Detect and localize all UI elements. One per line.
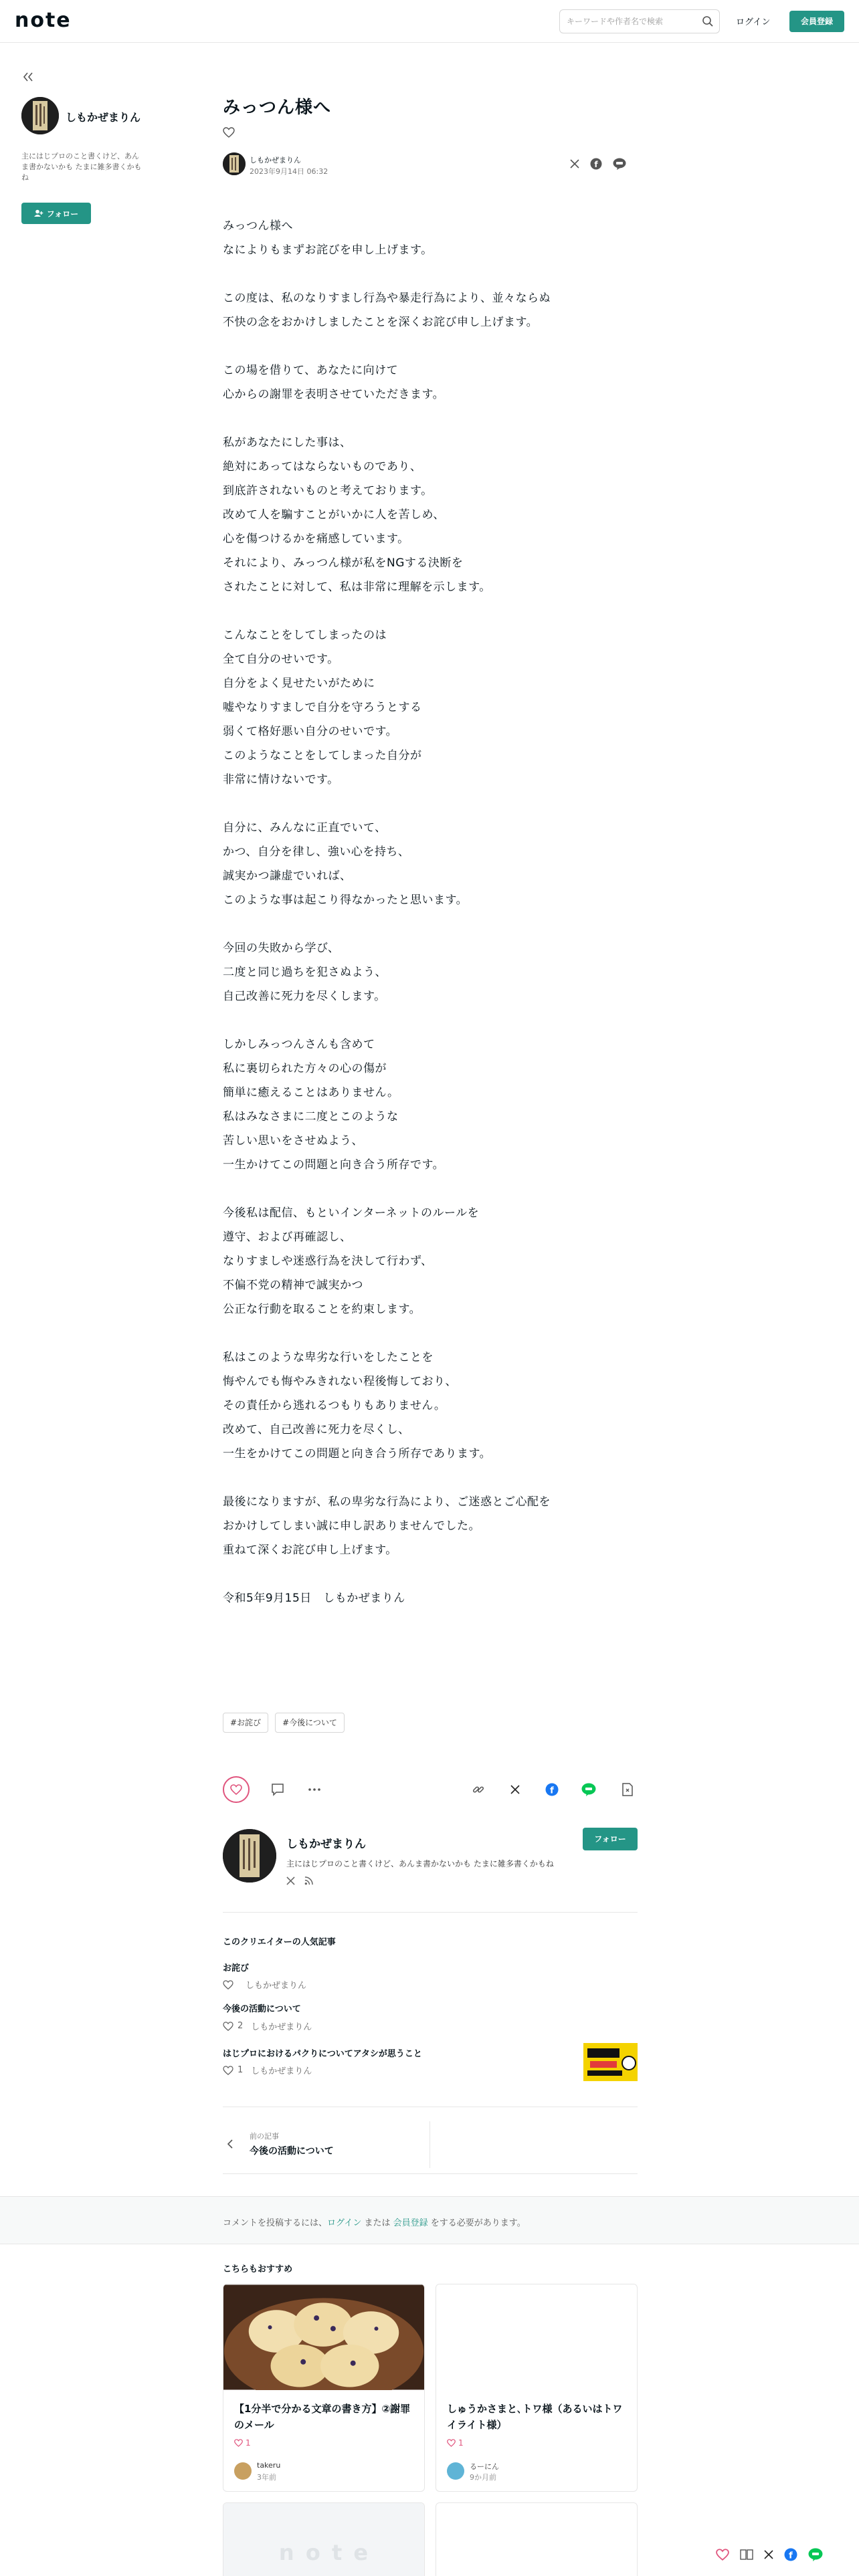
creator-social-links (286, 1876, 313, 1885)
article-line: 私があなたにした事は、 (223, 436, 352, 449)
author-avatar[interactable] (21, 97, 59, 134)
divider (223, 1912, 638, 1913)
recommend-author-avatar[interactable] (447, 2462, 464, 2480)
article-line: こんなことをしてしまったのは (223, 629, 387, 642)
search-icon[interactable] (702, 15, 714, 27)
creator-avatar[interactable] (223, 1829, 276, 1883)
article-author-name[interactable]: しもかぜまりん (250, 156, 301, 165)
article-line: おかけしてしまい誠に申し訳ありませんでした。 (223, 1519, 480, 1533)
article-line: 今回の失敗から学び、 (223, 942, 340, 955)
sidebar-author-bio: 主にはじプロのこと書くけど、あんま書かないかも たまに雑多書くかもね (21, 152, 142, 182)
creator-name[interactable]: しもかぜまりん (286, 1838, 366, 1851)
hashtag[interactable]: #今後について (275, 1713, 345, 1733)
hashtag[interactable]: #お詫び (223, 1713, 268, 1733)
article-line (223, 599, 638, 623)
like-count: 1 (458, 2438, 464, 2448)
article-line: 不偏不党の精神で誠実かつ (223, 1279, 363, 1292)
sidebar-follow-label: フォロー (46, 209, 79, 219)
line-share-icon[interactable] (613, 158, 626, 170)
comment-prompt (223, 2216, 526, 2228)
popular-article-thumbnail[interactable] (583, 2043, 638, 2081)
article-line (223, 1562, 638, 1586)
popular-articles-heading: このクリエイターの人気記事 (223, 1937, 336, 1947)
article-line: なりすましや迷惑行為を決して行わず、 (223, 1255, 433, 1268)
article-line (223, 1466, 638, 1490)
svg-text:f: f (550, 1786, 554, 1796)
article-line: 自分をよく見せたいがために (223, 677, 375, 690)
article-line (223, 334, 638, 358)
sidebar-follow-button[interactable] (21, 203, 91, 224)
popular-article-meta (223, 1978, 306, 1991)
popular-article-meta (223, 2064, 312, 2076)
popular-article-author[interactable]: しもかぜまりん (251, 2022, 312, 2032)
heart-icon[interactable] (223, 2066, 233, 2075)
comment-login-link[interactable]: ログイン (327, 2218, 362, 2228)
comment-section (0, 2196, 859, 2244)
popular-article-title[interactable]: お詫び (223, 1963, 250, 1973)
divider (223, 2173, 638, 2174)
recommend-author-name[interactable]: るーにん (470, 2462, 499, 2471)
recommend-heading: こちらもおすすめ (223, 2264, 293, 2274)
article-line: 改めて、自己改善に死力を尽くし、 (223, 1423, 410, 1436)
popular-article-title[interactable]: はじプロにおけるパクりについてアタシが思うこと (223, 2049, 422, 2059)
like-count: 1 (237, 2065, 244, 2075)
recommend-card-likes (447, 2438, 464, 2448)
recommend-card-likes (234, 2438, 251, 2448)
article-line: 重ねて深くお詫び申し上げます。 (223, 1543, 397, 1557)
article-line: 公正な行動を取ることを約束します。 (223, 1303, 421, 1316)
previous-article-title: 今後の活動について (250, 2146, 334, 2157)
like-icon[interactable] (223, 127, 235, 138)
popular-article-author[interactable]: しもかぜまりん (251, 2066, 312, 2076)
site-header (0, 0, 859, 43)
tag-list (223, 1713, 345, 1733)
copy-link-icon[interactable] (472, 1783, 485, 1796)
article-line: 今後私は配信、もといインターネットのルールを (223, 1206, 480, 1220)
article-line (223, 1177, 638, 1201)
article-author-avatar[interactable] (223, 152, 246, 175)
article-line: 苦しい思いをさせぬよう、 (223, 1134, 363, 1148)
article-line: 自分に、みんなに正直でいて、 (223, 821, 387, 835)
recommend-post-time: 9か月前 (470, 2473, 496, 2482)
like-count: 1 (246, 2438, 251, 2448)
article-line: 簡単に癒えることはありません。 (223, 1086, 399, 1099)
article-body (223, 214, 638, 1610)
article-line (223, 792, 638, 816)
svg-text:f: f (789, 2551, 793, 2561)
article-line: 一生をかけてこの問題と向き合う所存であります。 (223, 1447, 492, 1461)
article-line: 私はこのような卑劣な行いをしたことを (223, 1351, 434, 1364)
x-share-icon[interactable] (510, 1785, 520, 1794)
heart-icon[interactable] (223, 2022, 233, 2031)
chevron-left-icon (227, 2139, 233, 2149)
more-options-icon[interactable] (308, 1788, 320, 1791)
recommend-card-title: しゅうかさまと､トワ様（あるいはトワイライト様） (447, 2403, 623, 2431)
article-line: このようなことをしてしまった自分が (223, 749, 422, 762)
svg-text:n o t e: n o t e (278, 2540, 371, 2565)
article-line: その責任から逃れるつもりもありません。 (223, 1399, 446, 1412)
comment-signup-link[interactable]: 会員登録 (393, 2218, 428, 2228)
floating-x-icon[interactable] (764, 2550, 773, 2559)
article-line: なによりもまずお詫びを申し上げます。 (223, 243, 433, 257)
heart-icon[interactable] (234, 2439, 243, 2447)
article-line: 私はみなさまに二度とこのような (223, 1110, 399, 1123)
article-line: 心を傷つけるかを痛感しています。 (223, 532, 409, 546)
article-line: 到底許されないものと考えております。 (223, 484, 433, 498)
heart-icon[interactable] (447, 2439, 456, 2447)
line-share-icon[interactable] (581, 1783, 596, 1796)
article-line (223, 262, 638, 286)
article-line: このような事は起こり得なかったと思います。 (223, 893, 468, 907)
article-line: 私に裏切られた方々の心の傷が (223, 1062, 387, 1075)
creator-bio: 主にはじプロのこと書くけど、あんま書かないかも たまに雑多書くかもね (286, 1859, 554, 1868)
recommend-card-title: 【1分半で分かる文章の書き方】②謝罪のメール (234, 2403, 411, 2431)
article-line: 不快の念をおかけしましたことを深くお詫び申し上げます。 (223, 316, 539, 329)
signup-button[interactable]: 会員登録 (789, 11, 844, 32)
article-line: 一生かけてこの問題と向き合う所存です。 (223, 1158, 445, 1172)
rss-icon[interactable] (304, 1876, 313, 1885)
search-box[interactable] (559, 9, 720, 33)
recommend-card-image (223, 2284, 424, 2390)
article-line (223, 407, 638, 431)
article-line (223, 1321, 638, 1346)
floating-like-icon[interactable] (716, 2549, 729, 2561)
previous-article-link[interactable] (223, 2121, 430, 2168)
article-line: 弱くて格好悪い自分のせいです。 (223, 725, 398, 738)
like-button[interactable] (223, 1776, 250, 1803)
article-line: 二度と同じ過ちを犯さぬよう、 (223, 966, 387, 979)
article-line: されたことに対して、私は非常に理解を示します。 (223, 580, 491, 594)
comment-icon[interactable] (271, 1783, 284, 1796)
x-profile-icon[interactable] (286, 1876, 295, 1885)
recommend-card[interactable] (223, 2284, 425, 2492)
recommend-author-avatar[interactable] (234, 2462, 252, 2480)
article-line: 遵守、および再確認し、 (223, 1230, 352, 1244)
article-line: 非常に情けないです。 (223, 773, 339, 786)
recommend-card[interactable] (436, 2284, 638, 2492)
article-line: それにより、みっつん様が私をNGする決断を (223, 556, 464, 570)
recommend-author-name[interactable]: takeru (257, 2461, 281, 2470)
article-actions (223, 1776, 638, 1803)
creator-follow-button[interactable]: フォロー (583, 1828, 638, 1850)
floating-magazine-icon[interactable] (740, 2549, 753, 2561)
article-title: みっつん様へ (223, 98, 332, 118)
article-line (223, 1008, 638, 1033)
x-share-icon[interactable] (570, 159, 579, 169)
sidebar-author-name[interactable]: しもかぜまりん (66, 111, 141, 124)
article-line: 嘘やなりすましで自分を守ろうとする (223, 701, 422, 714)
popular-article-author[interactable]: しもかぜまりん (246, 1981, 307, 1991)
article-line: みっつん様へ (223, 219, 293, 233)
heart-icon (230, 1784, 242, 1795)
search-input[interactable] (567, 10, 698, 33)
embed-icon[interactable] (622, 1783, 634, 1796)
article-line (223, 912, 638, 936)
recommend-card-image-empty (436, 2284, 637, 2390)
comment-suffix: をする必要があります。 (427, 2218, 526, 2228)
article-date: 2023年9月14日 06:32 (250, 167, 328, 176)
like-count: 2 (237, 2021, 244, 2031)
article-line: 最後になりますが、私の卑劣な行為により、ご迷惑とご心配を (223, 1495, 551, 1509)
popular-article-meta (223, 2020, 312, 2032)
heart-icon[interactable] (223, 1980, 233, 1990)
article-line: 絶対にあってはならないものであり、 (223, 460, 422, 473)
article-line: 自己改善に死力を尽くします。 (223, 990, 386, 1003)
article-line: 令和5年9月15日 しもかぜまりん (223, 1592, 405, 1605)
recommend-card[interactable] (436, 2502, 638, 2576)
article-line: この場を借りて、あなたに向けて (223, 364, 399, 377)
article-line: 改めて人を騙すことがいかに人を苦しめ、 (223, 508, 445, 522)
article-line: 誠実かつ謙虚でいれば、 (223, 869, 352, 883)
article-line: 全て自分のせいです。 (223, 653, 339, 666)
login-link[interactable]: ログイン (736, 17, 771, 27)
share-buttons-top (570, 158, 626, 170)
previous-article-label: 前の記事 (250, 2132, 279, 2141)
add-user-icon (34, 209, 43, 217)
article-line: この度は、私のなりすまし行為や暴走行為により、並々ならぬ (223, 292, 551, 305)
article-line: 悔やんでも悔やみきれない程後悔しており、 (223, 1375, 457, 1388)
floating-facebook-icon[interactable] (784, 2548, 797, 2561)
article-line: しかしみっつんさんも含めて (223, 1038, 375, 1051)
popular-article-title[interactable]: 今後の活動について (223, 2004, 301, 2014)
facebook-share-icon[interactable] (545, 1783, 559, 1796)
article-line: かつ、自分を律し、強い心を持ち、 (223, 845, 410, 859)
note-logo[interactable]: note (15, 9, 72, 32)
comment-middle: または (361, 2218, 393, 2228)
svg-text:f: f (594, 160, 598, 169)
floating-line-icon[interactable] (808, 2548, 823, 2561)
article-line: 心からの謝罪を表明させていただきます。 (223, 388, 445, 401)
facebook-share-icon[interactable] (590, 158, 602, 170)
comment-prefix: コメントを投稿するには、 (223, 2218, 328, 2228)
floating-action-bar (716, 2548, 823, 2561)
recommend-post-time: 3年前 (257, 2473, 276, 2482)
collapse-sidebar-icon[interactable] (23, 72, 33, 82)
note-placeholder-image (223, 2503, 425, 2576)
recommend-card[interactable] (223, 2502, 425, 2576)
